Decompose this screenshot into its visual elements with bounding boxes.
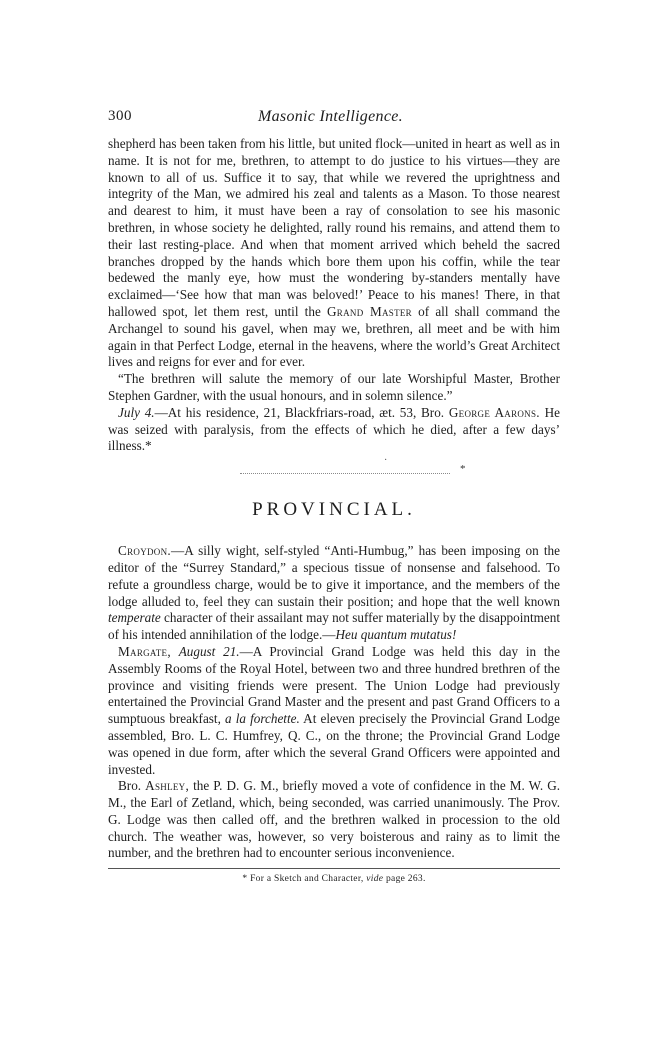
section-heading: PROVINCIAL. — [252, 499, 416, 521]
croydon-paragraph — [108, 543, 560, 644]
aarons-paragraph — [108, 405, 560, 455]
croydon-latin: Heu quantum mutatus! — [335, 627, 457, 643]
salute-paragraph: “The brethren will salute the memory of our late Worshipful Master, Brother Stephen Gardner, with the usual honours, and in solemn silence.” — [108, 371, 560, 403]
croydon-emphasis: temperate — [108, 610, 161, 626]
running-head — [108, 108, 560, 136]
margate-place: Margate, — [118, 643, 171, 659]
footnote-text: * For a Sketch and Character, — [242, 874, 364, 885]
croydon-place: Croydon. — [118, 543, 171, 559]
aarons-text-end: He was seized with paralysis, from the effects of which he died, after a few days’ illness.* — [108, 404, 561, 454]
journal-page — [108, 108, 560, 886]
margate-paragraph — [108, 644, 560, 778]
footnote — [108, 872, 560, 886]
ashley-name: Ashley, — [145, 778, 190, 794]
margate-text-2: At eleven precisely the Provincial Grand Lodge assembled, Bro. L. C. Humfrey, Q. C., on the throne; the Provincial Grand Lodge was opened in due form, after which the several Grand Officers were appointed and invested. — [108, 711, 561, 777]
provincial-section — [108, 543, 560, 862]
obituary-text-end: of all shall command the Archangel to sound his gavel, when may we, brethren, all meet and be with him again in that Perfect Lodge, eternal in the heavens, where the world’s Great Architect lives and reigns for ever and for ever. — [108, 303, 561, 370]
croydon-text: —A silly wight, self-styled “Anti-Humbug,” has been imposing on the editor of the “Surrey Standard,” a specious tissue of nonsense and falsehood. To refute a groundless charge, would be to give it importance, and the members of the lodge alluded to, feel they can sustain their position; and hope that the well known — [108, 543, 560, 609]
ashley-prefix: Bro. — [118, 778, 142, 794]
footnote-vide: vide — [366, 874, 384, 885]
running-title: Masonic Intelligence. — [258, 108, 403, 125]
divider-line — [240, 473, 450, 474]
divider-star: * — [460, 463, 466, 476]
grand-master-term: Grand Master — [326, 303, 412, 319]
margate-date: August 21. — [178, 643, 240, 659]
footnote-rule — [108, 868, 560, 869]
margate-french: a la forchette. — [225, 711, 300, 727]
aarons-name: George Aarons. — [448, 404, 540, 420]
croydon-text-2: character of their assailant may not suffer materially by the disappointment of his intended annihilation of the lodge.— — [108, 610, 561, 643]
divider-dot: · — [384, 455, 388, 467]
obituary-paragraph — [108, 136, 560, 371]
ashley-paragraph — [108, 778, 560, 862]
obituary-section — [108, 136, 560, 455]
footnote-page: page 263. — [386, 874, 426, 885]
aarons-date: July 4. — [118, 404, 155, 420]
section-divider — [108, 455, 560, 491]
ashley-text: the P. D. G. M., briefly moved a vote of confidence in the M. W. G. M., the Earl of Zetland, which, being seconded, was carried unanimously. The Prov. G. Lodge was then called off, and the brethren walked in procession to the old church. The weather was, however, so very boisterous and rainy as to limit the number, and the brethren had to encounter serious inconvenience. — [108, 778, 561, 861]
margate-text: —A Provincial Grand Lodge was held this day in the Assembly Rooms of the Royal Hotel, between two and three hundred brethren of the province and visiting friends were present. The Union Lodge had previously entertained the Provincial Grand Master and the present and past Grand Officers to a sumptuous breakfast, — [108, 643, 561, 727]
aarons-text: —At his residence, 21, Blackfriars-road, æt. 53, Bro. — [154, 404, 445, 420]
page-number: 300 — [108, 108, 132, 124]
obituary-text: shepherd has been taken from his little, but united flock—united in heart as well as in name. It is not for me, brethren, to attempt to do justice to his virtues—they are known to all of us. Suffice it to say, that while we revered the uprightness and integrity of the Man, we admired his zeal and talents as a Mason. To those nearest and dearest to him, it must have been a ray of consolation to see his masonic brethren, in whose society he delighted, rally round his remains, and attend them to their last resting-place. And when that moment arrived which beheld the sacred branches dropped by the hands which bore them upon his coffin, while the tear bedewed the manly eye, how must the wondering by-standers mentally have exclaimed—‘See how that man was beloved!’ Peace to his manes! There, in that hallowed spot, let them rest, until the — [108, 136, 560, 319]
